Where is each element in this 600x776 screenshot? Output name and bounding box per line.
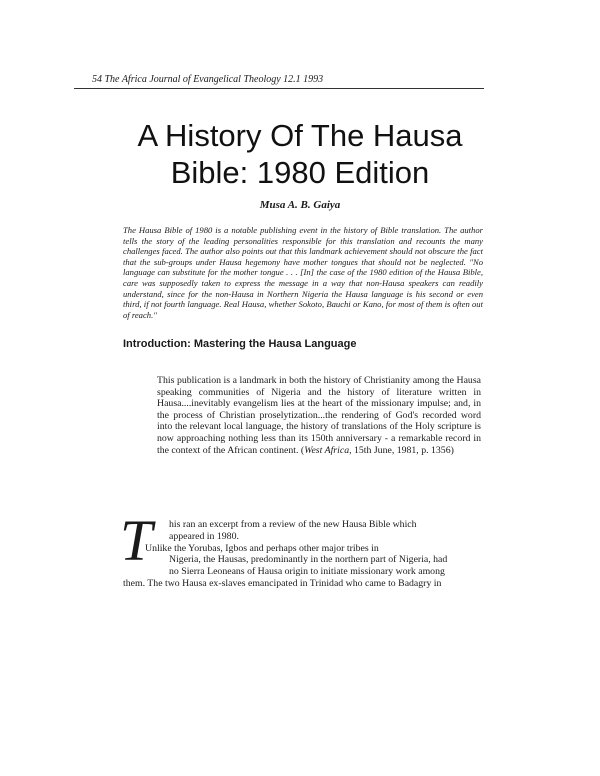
- title-line-2: Bible: 1980 Edition: [170, 155, 430, 190]
- body-line: Unlike the Yorubas, Igbos and perhaps other major tribes in: [145, 542, 379, 554]
- header-rule: [74, 88, 484, 89]
- body-line: appeared in 1980.: [169, 530, 239, 542]
- quote-text: This publication is a landmark in both the history of Christianity among the Hausa speaking communities of Nigeria and the history of literature written in Hausa....inevitably evangelism lies at the heart of the missionary impulse; and, in the process of Christian proselytization...the rendering of God's recorded word into the relevant local language, the history of translations of the Holy scripture is now approaching nothing less than its 150th anniversary - a remarkable record in the context of the African continent. (: [157, 375, 481, 456]
- quote-source: West Africa: [304, 444, 350, 456]
- drop-cap: T: [120, 508, 153, 573]
- abstract: The Hausa Bible of 1980 is a notable publishing event in the history of Bible translation. The author tells the story of the leading personalities responsible for this translation and recounts the many challenges faced. The author also points out that this landmark achievement should not obscure the fact that the sub-groups under Hausa hegemony have mother tongues that should not be neglected. "No language can substitute for the mother tongue . . . [In] the case of the 1980 edition of the Hausa Bible, care was supposedly taken to express the message in a way that non-Hausa speakers can readily understand, since for the non-Hausa in Northern Nigeria the Hausa language is his second or even third, if not fourth language. Real Hausa, whether Sokoto, Bauchi or Kano, for most of them is often out of reach.": [123, 225, 483, 320]
- body-line: no Sierra Leoneans of Hausa origin to initiate missionary work among: [169, 566, 445, 578]
- body-line: his ran an excerpt from a review of the new Hausa Bible which: [169, 519, 417, 530]
- quote-source-tail: , 15th June, 1981, p. 1356): [349, 444, 454, 456]
- title-line-1: A History Of The Hausa: [137, 118, 463, 153]
- body-text: [123, 519, 479, 590]
- running-header: 54 The Africa Journal of Evangelical Theology 12.1 1993: [92, 74, 324, 85]
- author-name: Musa A. B. Gaiya: [259, 199, 341, 211]
- body-line: them. The two Hausa ex-slaves emancipated in Trinidad who came to Badagry in: [123, 577, 442, 589]
- body-line: Nigeria, the Hausas, predominantly in the northern part of Nigeria, had: [169, 554, 448, 566]
- article-title: [60, 117, 540, 191]
- section-heading: Introduction: Mastering the Hausa Language: [123, 338, 357, 350]
- epigraph-quote: [157, 375, 481, 456]
